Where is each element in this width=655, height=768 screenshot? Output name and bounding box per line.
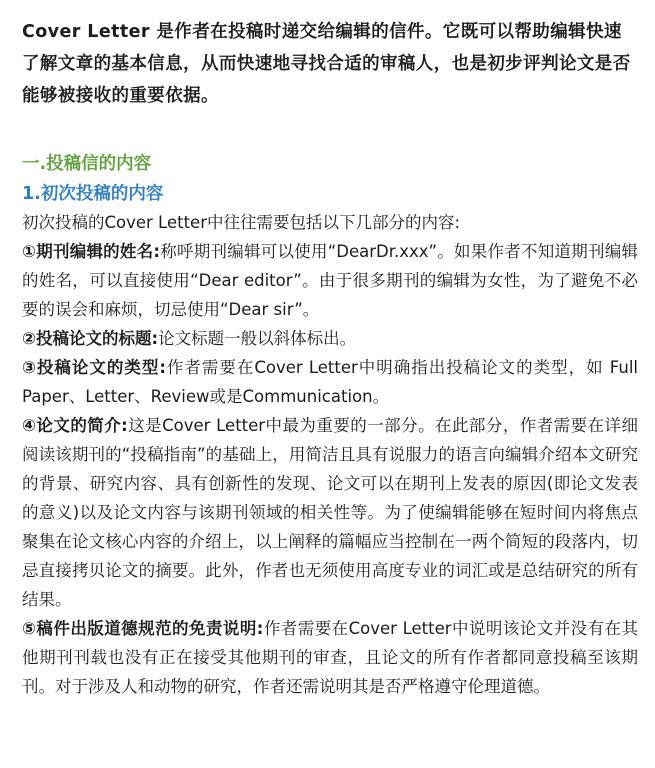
item-ethics-statement <box>22 614 638 701</box>
item-label: ⑤稿件出版道德规范的免责说明: <box>22 619 264 638</box>
item-label: ②投稿论文的标题: <box>22 329 159 348</box>
subsection-heading: 1.初次投稿的内容 <box>22 184 164 204</box>
item-paper-type <box>22 353 638 411</box>
item-editor-name <box>22 237 638 324</box>
item-label: ④论文的简介: <box>22 416 128 435</box>
intro-paragraph: Cover Letter 是作者在投稿时递交给编辑的信件。它既可以帮助编辑快速了解文章的基本信息，从而快速地寻找合适的审稿人，也是初步评判论文是否能够被接收的重要依据。 <box>22 22 631 106</box>
item-text: 作者需要在Cover Letter中说明该论文并没有在其他期刊刊载也没有正在接受其他期刊的审查，且论文的所有作者都同意投稿至该期刊。对于涉及人和动物的研究，作者还需说明其是否严格遵守伦理道德。 <box>22 619 638 696</box>
item-label: ①期刊编辑的姓名: <box>22 242 161 261</box>
item-label: ③投稿论文的类型: <box>22 358 166 377</box>
item-text: 这是Cover Letter中最为重要的一部分。在此部分，作者需要在详细阅读该期刊的“投稿指南”的基础上，用简洁且具有说服力的语言向编辑介绍本文研究的背景、研究内容、具有创新性的发现、论文可以在期刊上发表的原因(即论文发表的意义)以及论文内容与该期刊领域的相关性等。为了使编辑能够在短时间内将焦点聚集在论文核心内容的介绍上，以上阐释的篇幅应当控制在一两个简短的段落内，切忌直接拷贝论文的摘要。此外，作者也无须使用高度专业的词汇或是总结研究的所有结果。 <box>22 416 638 609</box>
item-text: 作者需要在Cover Letter中明确指出投稿论文的类型，如 Full Paper、Letter、Review或是Communication。 <box>22 358 638 406</box>
item-paper-title <box>22 324 638 353</box>
document-page <box>22 0 638 701</box>
lead-paragraph: 初次投稿的Cover Letter中往往需要包括以下几部分的内容: <box>22 213 461 232</box>
item-text: 论文标题一般以斜体标出。 <box>158 329 357 348</box>
section-heading: 一.投稿信的内容 <box>22 154 152 174</box>
item-text: 称呼期刊编辑可以使用“DearDr.xxx”。如果作者不知道期刊编辑的姓名，可以直接使用“Dear editor”。由于很多期刊的编辑为女性，为了避免不必要的误会和麻烦，切忌使用“Dear sir”。 <box>22 242 638 319</box>
item-paper-summary <box>22 411 638 614</box>
